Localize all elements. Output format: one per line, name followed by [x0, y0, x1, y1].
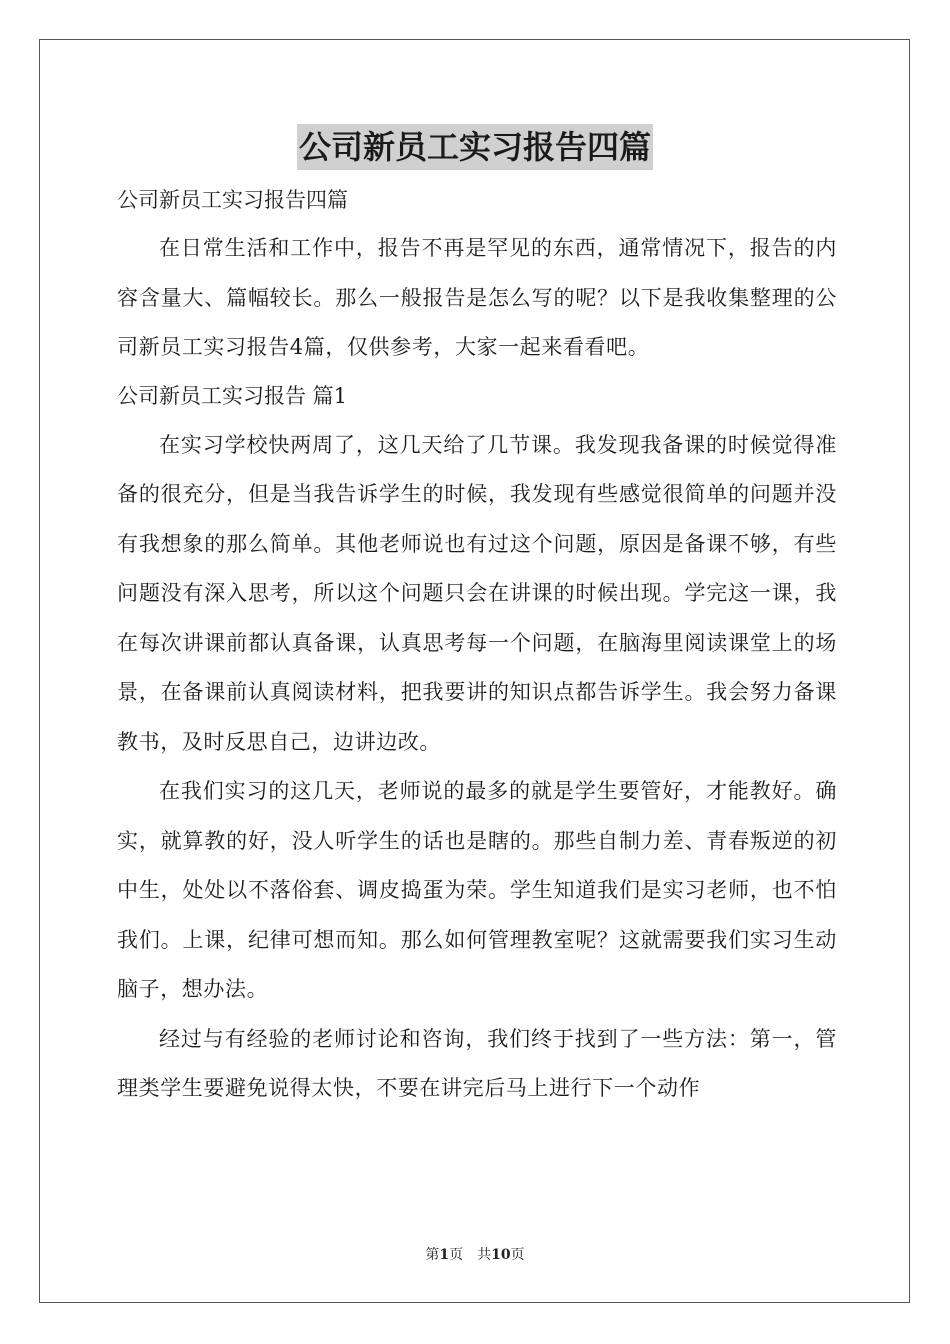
page-footer: [0, 1244, 950, 1264]
body-paragraph: 在我们实习的这几天，老师说的最多的就是学生要管好，才能教好。确实，就算教的好，没人听学生的话也是瞎的。那些自制力差、青春叛逆的初中生，处处以不落俗套、调皮捣蛋为荣。学生知道我们是实习老师，也不怕我们。上课，纪律可想而知。那么如何管理教室呢？这就需要我们实习生动脑子，想办法。: [117, 779, 837, 1001]
title-container: [0, 124, 950, 170]
section-heading: 公司新员工实习报告 篇1: [117, 383, 348, 408]
body-paragraph: 在实习学校快两周了，这几天给了几节课。我发现我备课的时候觉得准备的很充分，但是当我告诉学生的时候，我发现有些感觉很简单的问题并没有我想象的那么简单。其他老师说也有过这个问题，原因是备课不够，有些问题没有深入思考，所以这个问题只会在讲课的时候出现。学完这一课，我在每次讲课前都认真备课，认真思考每一个问题，在脑海里阅读课堂上的场景，在备课前认真阅读材料，把我要讲的知识点都告诉学生。我会努力备课教书，及时反思自己，边讲边改。: [117, 432, 837, 754]
document-subtitle: 公司新员工实习报告四篇: [117, 188, 348, 212]
footer-total-pages: 10: [491, 1247, 511, 1263]
footer-prefix: 第: [425, 1247, 440, 1263]
document-title: 公司新员工实习报告四篇: [297, 124, 653, 170]
footer-current-page: 1: [439, 1247, 450, 1263]
footer-suffix: 页: [510, 1247, 525, 1263]
document-body: [117, 180, 837, 1114]
footer-mid: 页 共: [449, 1247, 492, 1263]
body-paragraph: 经过与有经验的老师讨论和咨询，我们终于找到了一些方法：第一，管理类学生要避免说得太快，不要在讲完后马上进行下一个动作: [117, 1026, 837, 1100]
intro-paragraph: 在日常生活和工作中，报告不再是罕见的东西，通常情况下，报告的内容含量大、篇幅较长。那么一般报告是怎么写的呢？以下是我收集整理的公司新员工实习报告4篇，仅供参考，大家一起来看看吧。: [117, 236, 837, 359]
